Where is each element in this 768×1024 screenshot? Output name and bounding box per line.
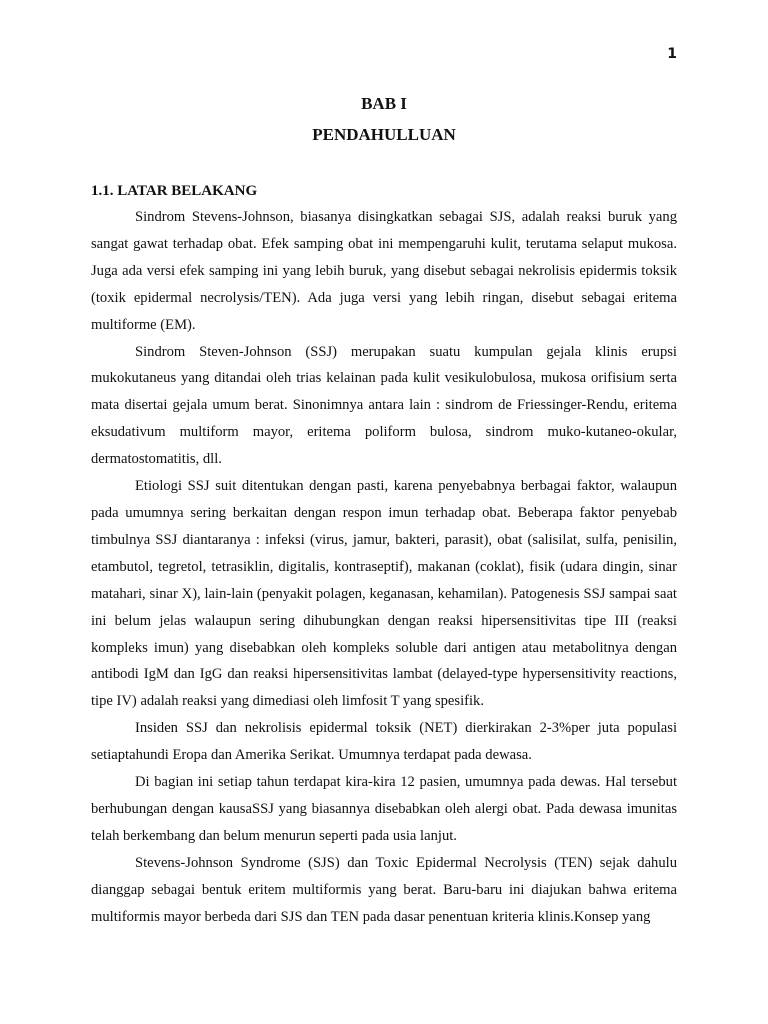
- chapter-title: PENDAHULLUAN: [312, 125, 456, 144]
- paragraph: Insiden SSJ dan nekrolisis epidermal toksik (NET) dierkirakan 2-3%per juta populasi setiaptahundi Eropa dan Amerika Serikat. Umumnya terdapat pada dewasa.: [91, 720, 677, 764]
- page-number: 1: [667, 46, 677, 62]
- body-text: [91, 204, 677, 930]
- paragraph: Etiologi SSJ suit ditentukan dengan pasti, karena penyebabnya berbagai faktor, walaupun pada umumnya sering berkaitan dengan respon imun terhadap obat. Beberapa faktor penyebab timbulnya SSJ diantaranya : infeksi (virus, jamur, bakteri, parasit), obat (salisilat, sulfa, penisilin, etambutol, tegretol, tetrasiklin, digitalis, kontraseptif), makanan (coklat), fisik (udara dingin, sinar matahari, sinar X), lain-lain (penyakit polagen, keganasan, kehamilan). Patogenesis SSJ sampai saat ini belum jelas walaupun sering dihubungkan dengan reaksi hipersensitivitas tipe III (reaksi kompleks imun) yang disebabkan oleh kompleks soluble dari antigen atau metabolitnya dengan antibodi IgM dan IgG dan reaksi hipersensitivitas lambat (delayed-type hypersensitivity reactions, tipe IV) adalah reaksi yang dimediasi oleh limfosit T yang spesifik.: [91, 478, 677, 710]
- paragraph: Stevens-Johnson Syndrome (SJS) dan Toxic Epidermal Necrolysis (TEN) sejak dahulu dianggap sebagai bentuk eritem multiformis yang berat. Baru-baru ini diajukan bahwa eritema multiformis mayor berbeda dari SJS dan TEN pada dasar penentuan kriteria klinis.Konsep yang: [91, 854, 677, 925]
- paragraph: Sindrom Stevens-Johnson, biasanya disingkatkan sebagai SJS, adalah reaksi buruk yang sangat gawat terhadap obat. Efek samping obat ini mempengaruhi kulit, terutama selaput mukosa. Juga ada versi efek samping ini yang lebih buruk, yang disebut sebagai nekrolisis epidermis toksik (toxik epidermal necrolysis/TEN). Ada juga versi yang lebih ringan, disebut sebagai eritema multiforme (EM).: [91, 209, 677, 333]
- paragraph: Sindrom Steven-Johnson (SSJ) merupakan suatu kumpulan gejala klinis erupsi mukokutaneus yang ditandai oleh trias kelainan pada kulit vesikulobulosa, mukosa orifisium serta mata disertai gejala umum berat. Sinonimnya antara lain : sindrom de Friessinger-Rendu, eritema eksudativum multiform mayor, eritema poliform bulosa, sindrom muko-kutaneo-okular, dermatostomatitis, dll.: [91, 343, 677, 468]
- paragraph: Di bagian ini setiap tahun terdapat kira-kira 12 pasien, umumnya pada dewas. Hal tersebut berhubungan dengan kausaSSJ yang biasannya disebabkan oleh alergi obat. Pada dewasa imunitas telah berkembang dan belum menurun seperti pada usia lanjut.: [91, 774, 677, 844]
- section-title: 1.1. LATAR BELAKANG: [91, 183, 258, 199]
- chapter-heading: BAB I: [361, 94, 407, 113]
